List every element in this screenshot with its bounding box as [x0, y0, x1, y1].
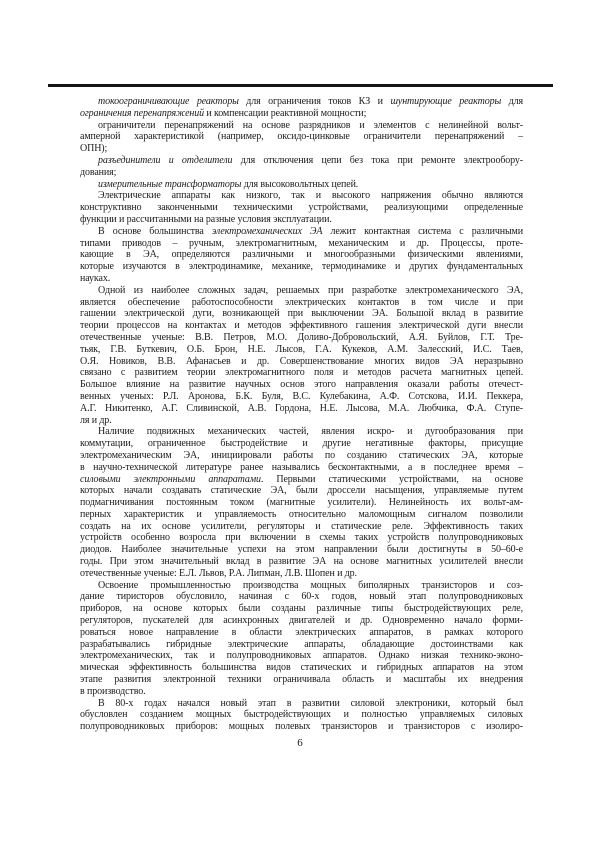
text-run: для	[501, 96, 523, 107]
text-run: Одной из наиболее сложных задач, решаемых при разработке электромеханического ЭА,	[98, 284, 523, 296]
text-run: для ограничения токов КЗ и	[238, 96, 391, 107]
text-line	[80, 367, 523, 379]
text-run: В основе большинства	[98, 225, 212, 237]
text-run: ля и др.	[80, 414, 112, 426]
text-run: является обеспечение работоспособности электрических контактов в том числе и при	[80, 296, 523, 308]
text-line	[80, 603, 523, 615]
text-run: разрабатывались гибридные электрические аппараты, обладающие достоинствами как	[80, 638, 523, 650]
text-line	[80, 497, 523, 509]
text-run: регуляторов, пускателей для асинхронных двигателей и др. Одновременно начало форми-	[80, 615, 523, 627]
text-run: разъединители и отделители	[98, 154, 233, 166]
text-line	[80, 202, 523, 214]
text-run: для отключения цепи без тока при ремонте электрообору-	[232, 154, 524, 166]
paragraph	[80, 426, 523, 579]
text-line	[80, 438, 523, 450]
text-run: электромеханических ЭА	[211, 225, 323, 237]
text-run: конструктивно законченными техническими устройствами, реализующими определенные	[80, 202, 523, 214]
text-line	[80, 650, 523, 662]
text-line	[80, 615, 523, 627]
text-line	[80, 544, 523, 556]
text-run: ограничители перенапряжений на основе разрядников и элементов с нелинейной вольт-	[98, 119, 523, 131]
text-run: амперной характеристикой (например, оксидо-цинковые ограничители перенапряжений –	[80, 131, 523, 143]
text-line	[80, 426, 523, 438]
text-run: О.Я. Новиков, В.В. Афанасьев и др. Совершенствование многих видов ЭА неразрывно	[80, 355, 523, 367]
text-block	[80, 96, 523, 733]
text-line	[80, 474, 523, 486]
text-line	[80, 709, 523, 721]
text-line	[80, 131, 523, 143]
text-run: гашении электрической дуги, возникающей при выключении ЭА. Большой вклад в развитие	[80, 308, 523, 320]
text-line	[80, 344, 523, 356]
text-run: ограничения перенапряжений	[80, 107, 204, 119]
text-run: приборов, на основе которых были созданы различные типы быстродействующих реле,	[80, 603, 523, 615]
text-run: роваться новое направление в области электрических аппаратов, в рамках которого	[80, 626, 523, 638]
text-run: ОПН);	[80, 143, 108, 155]
paragraph	[80, 226, 523, 285]
text-run: А.Г. Никитенко, А.Г. Сливинской, А.В. Гордона, Н.Е. Лысова, М.А. Любчика, Ф.А. Ступе-	[80, 402, 523, 414]
text-run: годы. При этом значительный вклад в развитие ЭА на основе магнитных усилителей внесли	[80, 556, 523, 568]
text-run: диодов. Наиболее значительные успехи на этом направлении были достигнуты в 50–60-е	[80, 544, 523, 556]
text-run: силовыми электронными аппаратами	[80, 473, 261, 485]
text-run: которые изучаются в электродинамике, механике, термодинамике и других фундаментальных	[80, 261, 523, 273]
text-run: Освоение промышленностью производства мощных биполярных транзисторов и соз-	[98, 579, 523, 591]
text-line	[80, 320, 523, 332]
text-run: кающие в ЭА, определяются различными и многообразными физическими явлениями,	[80, 249, 523, 261]
text-run: в научно-технической литературе ранее назывались бесконтактными, а в последнее время –	[80, 461, 523, 473]
text-line	[80, 639, 523, 651]
page-number: 6	[297, 737, 303, 749]
text-run: перных характеристик и управляемость относительно маломощным сигналом позволили	[80, 508, 523, 520]
text-run: дования;	[80, 166, 117, 178]
text-line	[80, 532, 523, 544]
text-line	[80, 686, 523, 698]
text-line	[80, 308, 523, 320]
text-line	[80, 120, 523, 132]
text-line	[80, 580, 523, 592]
text-line	[80, 108, 523, 120]
text-run: дание тиристоров обусловило, начиная с 60-х годов, новый этап полупроводниковых	[80, 591, 523, 603]
text-run: Наличие подвижных механических частей, явления искро- и дугообразования при	[98, 426, 523, 438]
text-run: подмагничивания постоянным током (магнитные усилители). Нелинейность их вольт-ам-	[80, 497, 523, 509]
text-run: . Первыми статическими устройствами, на основе	[260, 473, 523, 485]
text-line	[80, 238, 523, 250]
text-run: создать на их основе усилители, регуляторы и статические реле. Эффективность таких	[80, 520, 523, 532]
text-run: полупроводниковых приборов: мощных полевых транзисторов и транзисторов с изолиро-	[80, 721, 523, 733]
text-line	[80, 226, 523, 238]
text-run: токоограничивающие реакторы	[98, 96, 239, 107]
text-run: и компенсации реактивной мощности;	[204, 107, 367, 119]
text-line	[80, 214, 523, 226]
text-line	[80, 485, 523, 497]
text-line	[80, 285, 523, 297]
text-line	[80, 556, 523, 568]
text-run: мическая эффективность большинства видов статических и гибридных аппаратов на этом	[80, 662, 523, 674]
text-run: типами приводов – ручным, электромагнитным, механическим и др. Процессы, проте-	[80, 237, 523, 249]
text-run: В 80-х годах начался новый этап в развитии силовой электроники, который был	[98, 697, 523, 709]
paragraph	[80, 698, 523, 733]
text-run: Электрические аппараты как низкого, так и высокого напряжения обычно являются	[98, 190, 523, 202]
text-run: обусловлен созданием мощных быстродействующих и полностью управляемых силовых	[80, 709, 523, 721]
text-line	[80, 249, 523, 261]
text-run: науках.	[80, 272, 111, 284]
text-line	[80, 415, 523, 427]
text-line	[80, 190, 523, 202]
text-run: измерительные трансформаторы	[98, 178, 242, 190]
text-line	[80, 627, 523, 639]
text-line	[80, 403, 523, 415]
text-line	[80, 391, 523, 403]
text-run: в производство.	[80, 685, 146, 697]
text-line	[80, 462, 523, 474]
text-line	[80, 273, 523, 285]
text-run: теории процессов на контактах и методов эффективного гашения электрической дуги внесли	[80, 320, 523, 332]
text-line	[80, 261, 523, 273]
text-line	[80, 155, 523, 167]
text-run: электромеханических, так и полупроводниковых аппаратов. Однако низкая технико-эконо-	[80, 650, 523, 662]
text-run: устройств особенно возросла при включении в схемы таких устройств полупроводниковых	[80, 532, 523, 544]
text-run: тьяк, Г.В. Буткевич, О.Б. Брон, Н.Е. Лысов, Г.А. Кукеков, А.М. Залесский, И.С. Таев,	[80, 343, 523, 355]
text-run: функции и рассчитанными на разные условия эксплуатации.	[80, 213, 332, 225]
text-line	[80, 356, 523, 368]
text-run: отечественные ученые: В.В. Петров, М.О. Доливо-Добровольский, А.Я. Буйлов, Г.Т. Тре-	[80, 331, 523, 343]
text-run: отечественные ученые: Е.Л. Львов, Р.А. Липман, Л.В. Шопен и др.	[80, 567, 357, 579]
text-run: связано с развитием теории электромагнитного поля и методов расчета магнитных цепей.	[80, 367, 523, 379]
text-line	[80, 509, 523, 521]
text-line	[80, 96, 523, 108]
text-run: для высоковольтных цепей.	[241, 178, 359, 190]
text-run: лежит контактная система с различными	[322, 225, 524, 237]
text-line	[80, 450, 523, 462]
paragraph	[80, 179, 523, 191]
paragraph	[80, 155, 523, 179]
text-line	[80, 674, 523, 686]
text-run: коммутации, ограниченное быстродействие и другие негативные факторы, присущие	[80, 438, 523, 450]
text-line	[80, 167, 523, 179]
paragraph	[80, 120, 523, 155]
paragraph	[80, 190, 523, 225]
text-line	[80, 568, 523, 580]
header-rule	[48, 84, 553, 87]
paragraph	[80, 285, 523, 427]
text-run: электромеханическим ЭА, инициировали работы по созданию статических ЭА, которые	[80, 449, 523, 461]
text-line	[80, 721, 523, 733]
paragraph	[80, 96, 523, 120]
text-run: шунтирующие реакторы	[390, 96, 502, 107]
text-run: этапе развития электронной техники ограничивала область и масштабы их внедрения	[80, 674, 523, 686]
text-run: Большое влияние на развитие научных основ этого направления оказали работы отечест-	[80, 379, 523, 391]
text-line	[80, 143, 523, 155]
text-line	[80, 591, 523, 603]
text-line	[80, 332, 523, 344]
text-line	[80, 698, 523, 710]
paragraph	[80, 580, 523, 698]
text-line	[80, 179, 523, 191]
text-line	[80, 297, 523, 309]
text-line	[80, 379, 523, 391]
text-line	[80, 521, 523, 533]
text-run: которых начали создавать статические ЭА, были дроссели насыщения, управляемые путем	[80, 485, 523, 497]
text-line	[80, 662, 523, 674]
text-run: венных ученых: Р.Л. Аронова, Б.К. Буля, В.С. Кулебакина, А.Ф. Сотскова, И.И. Пеккера,	[80, 390, 523, 402]
